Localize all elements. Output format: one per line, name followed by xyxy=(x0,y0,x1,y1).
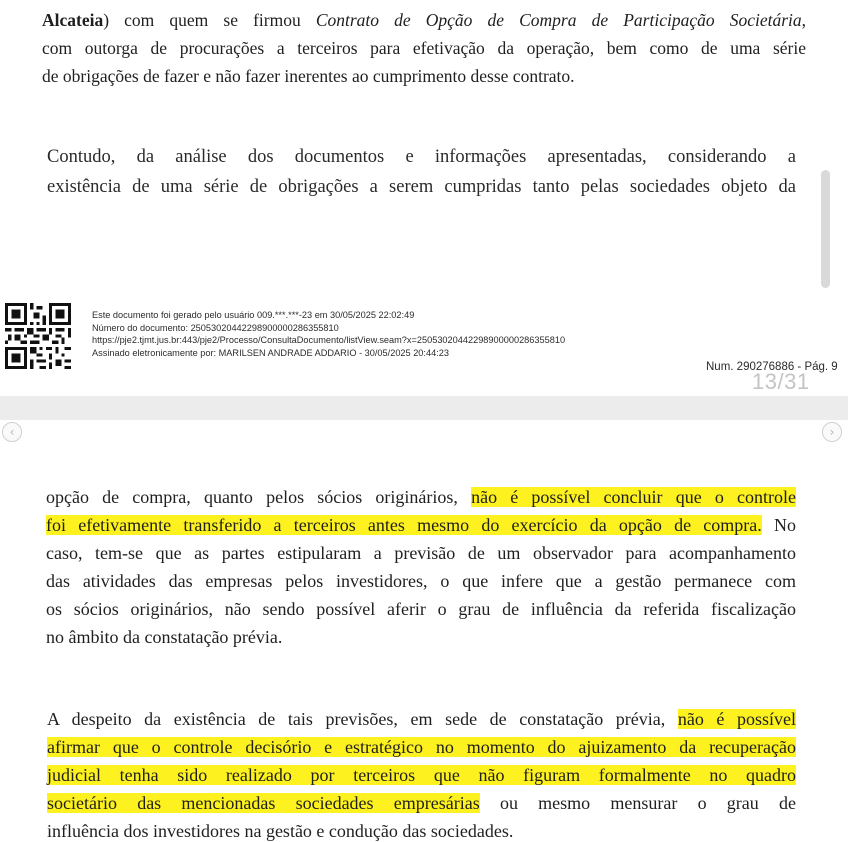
text-span: ou mesmo mensurar o grau de xyxy=(479,793,796,813)
text-span: ) com quem se firmou xyxy=(103,10,316,30)
chevron-left-icon: ‹ xyxy=(9,425,15,439)
paragraph-3-line-1 xyxy=(46,483,796,511)
paragraph-1-line-2: com outorga de procurações a terceiros para efetivação da operação, bem como de uma série xyxy=(42,38,806,58)
paragraph-4-line-3 xyxy=(47,761,796,789)
highlighted-text: judicial tenha sido realizado por terceiros que não figuram formalmente no quadro xyxy=(47,765,796,785)
company-name: Alcateia xyxy=(42,10,104,30)
paragraph-4-line-5: influência dos investidores na gestão e condução das sociedades. xyxy=(47,821,514,841)
document-url-line[interactable]: https://pje2.tjmt.jus.br:443/pje2/Processo/ConsultaDocumento/listView.seam?x=25053020442298900000286355810 xyxy=(92,335,566,345)
document-page-number: Num. 290276886 - Pág. 9 xyxy=(706,361,838,373)
paragraph-4-line-2 xyxy=(47,733,796,761)
paragraph-2-line-1: Contudo, da análise dos documentos e informações apresentadas, considerando a xyxy=(47,147,796,167)
text-span: opção de compra, quanto pelos sócios originários, xyxy=(46,487,472,507)
document-number-line: Número do documento: 25053020442298900000286355810 xyxy=(92,322,339,333)
document-page-top xyxy=(0,0,848,394)
paragraph-2-line-2: existência de uma série de obrigações a serem cumpridas tanto pelas sociedades objeto da xyxy=(47,177,796,197)
paragraph-1-line-1 xyxy=(42,6,806,34)
signed-by-line: Assinado eletronicamente por: MARILSEN ANDRADE ADDARIO - 30/05/2025 20:44:23 xyxy=(92,347,449,358)
highlighted-text: não é possível xyxy=(677,709,796,729)
contract-title: Contrato de Opção de Compra de Participação Societária xyxy=(315,10,802,30)
generated-by-line: Este documento foi gerado pelo usuário 009.***.***-23 em 30/05/2025 22:02:49 xyxy=(92,310,415,320)
highlighted-text: foi efetivamente transferido a terceiros antes mesmo do exercício da opção de compra. xyxy=(46,515,762,535)
paragraph-1 xyxy=(42,6,806,90)
page-separator xyxy=(0,396,848,420)
scrollbar-thumb[interactable] xyxy=(821,170,830,288)
text-span: A despeito da existência de tais previsões, em sede de constatação prévia, xyxy=(47,709,678,729)
paragraph-3-line-5: os sócios originários, não sendo possível aferir o grau de influência da referida fiscalização xyxy=(46,599,796,619)
paragraph-4 xyxy=(47,705,796,842)
paragraph-3 xyxy=(46,483,796,651)
text-span: No xyxy=(761,515,796,535)
text-span: , xyxy=(801,10,807,30)
paragraph-3-line-4: das atividades das empresas pelos investidores, o que infere que a gestão permanece com xyxy=(46,571,796,591)
page-counter: 13/31 xyxy=(752,369,810,394)
next-page-button[interactable] xyxy=(822,422,842,442)
highlighted-text: afirmar que o controle decisório e estratégico no momento do ajuizamento da recuperação xyxy=(47,737,796,757)
paragraph-4-line-4 xyxy=(47,789,796,817)
highlighted-text: societário das mencionadas sociedades empresárias xyxy=(47,793,480,813)
qr-code-icon xyxy=(4,303,72,369)
paragraph-3-line-3: caso, tem-se que as partes estipularam a previsão de um observador para acompanhamento xyxy=(46,543,796,563)
chevron-right-icon: › xyxy=(829,425,835,439)
paragraph-1-line-3: de obrigações de fazer e não fazer inerentes ao cumprimento desse contrato. xyxy=(42,66,575,86)
previous-page-button[interactable] xyxy=(2,422,22,442)
highlighted-text: não é possível concluir que o controle xyxy=(471,487,796,507)
paragraph-2 xyxy=(47,142,796,202)
paragraph-3-line-6: no âmbito da constatação prévia. xyxy=(46,627,283,647)
paragraph-4-line-1 xyxy=(47,705,796,733)
paragraph-3-line-2 xyxy=(46,511,796,539)
signature-metadata xyxy=(92,309,565,359)
